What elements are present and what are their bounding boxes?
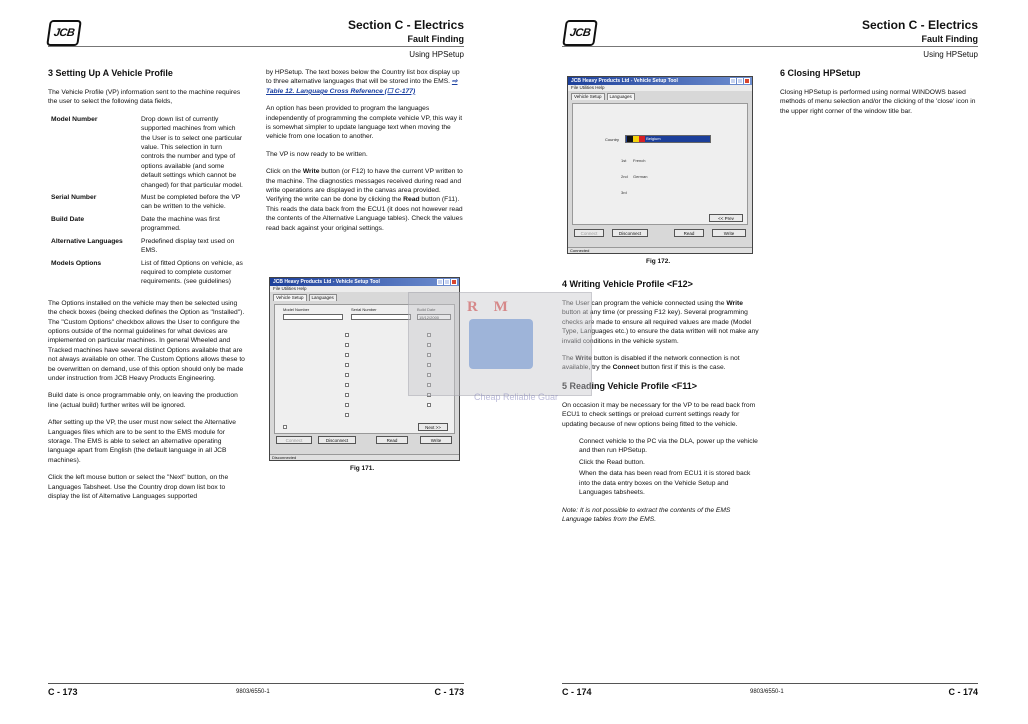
connect-button[interactable]: Connect — [276, 436, 312, 444]
reading-step-1: Connect vehicle to the PC via the DLA, power up the vehicle and then run HPSetup. — [579, 438, 758, 455]
custom-options-checkbox[interactable] — [283, 425, 287, 429]
term-models-options: Models Options — [51, 259, 102, 267]
status-bar: Connected — [568, 247, 752, 253]
wrench-icon — [469, 319, 533, 369]
footer-rule — [562, 683, 978, 684]
term-serial-number: Serial Number — [51, 194, 97, 202]
topic-title: Using HPSetup — [409, 50, 464, 59]
disconnect-button[interactable]: Disconnect — [612, 229, 648, 237]
text-segment: button at any time (or pressing F12 key). Several programming checks are made to ensure all required values are made (Model Type, Languages etc.) to ensure the data written will not make any invalid conditions in the vehicle system. — [562, 309, 759, 345]
section-title: Section C - Electrics — [861, 18, 978, 32]
closing-paragraph: Closing HPSetup is performed using normal WINDOWS based methods of menu selection and/or the clicking of the 'close' icon in the upper right corner of the window title bar. — [780, 89, 976, 115]
country-label: Country — [605, 137, 620, 142]
jcb-logo: JCB — [46, 20, 82, 46]
desc-models-options: List of fitted Options on vehicle, as required to complete customer requirements. (see guidelines) — [141, 259, 243, 286]
text-segment: The — [562, 355, 576, 363]
heading-closing: 6 Closing HPSetup — [780, 68, 861, 78]
window-controls — [437, 279, 457, 285]
write-keyword: Write — [302, 168, 320, 176]
text-segment: Click on the — [266, 168, 303, 176]
tab-languages[interactable]: Languages — [607, 93, 635, 100]
option-checkbox[interactable] — [345, 413, 349, 417]
model-number-select[interactable] — [283, 314, 343, 320]
term-build-date: Build Date — [51, 215, 85, 223]
write-button[interactable]: Write — [712, 229, 746, 237]
lang-1st-value: French — [633, 158, 646, 163]
heading-reading: 5 Reading Vehicle Profile <F11> — [562, 380, 698, 391]
term-alt-languages: Alternative Languages — [51, 237, 123, 245]
read-keyword: Read — [403, 196, 420, 204]
window-title: JCB Heavy Products Ltd - Vehicle Setup Tool — [273, 279, 380, 285]
lang-2nd-value: German — [633, 174, 648, 179]
option-checkbox[interactable] — [345, 403, 349, 407]
options-paragraph: The Options installed on the vehicle may then be selected using the check boxes (being checked defines the Option as "Installed"). The "Custom Options" checkbox allows the User to configure the options outside of the normal guidelines for what devices are implemented on particular machines. In general Wheeled and Tracked machines have several distinct Options available that are not always available on other. The Custom Options allows these to be overwritten on demand, use of this option should only be made under instruction from JCB Heavy Products Engineering. — [48, 299, 245, 382]
option-checkbox[interactable] — [345, 393, 349, 397]
section-title: Section C - Electrics — [347, 18, 464, 32]
option-checkbox[interactable] — [345, 363, 349, 367]
reading-step-3: When the data has been read from ECU1 it is stored back into the data entry boxes on the Vehicle Setup and Languages tabsheets. — [579, 470, 751, 497]
window-titlebar — [568, 77, 752, 85]
desc-build-date: Date the machine was first programmed. — [141, 215, 220, 233]
text-segment: button is disabled if the network connection is not available, try the — [562, 355, 740, 372]
option-checkbox[interactable] — [345, 383, 349, 387]
text-segment: button first if this is the case. — [639, 364, 726, 372]
window-controls — [730, 78, 750, 84]
close-icon[interactable] — [744, 78, 750, 84]
serial-number-input[interactable] — [351, 314, 411, 320]
menu-bar[interactable]: File Utilities Help — [270, 286, 459, 292]
country-value: Belgium — [646, 136, 661, 142]
option-checkbox[interactable] — [345, 333, 349, 337]
watermark-text: Cheap Reliable Guar — [474, 392, 559, 402]
write-read-paragraph — [266, 167, 464, 233]
write-keyword: Write — [726, 300, 743, 307]
tab-strip — [568, 91, 752, 100]
read-button[interactable]: Read — [674, 229, 704, 237]
connect-keyword: Connect — [612, 364, 640, 372]
option-checkbox[interactable] — [427, 403, 431, 407]
footer-doc-code: 9803/6550-1 — [236, 689, 270, 695]
tab-vehicle-setup[interactable]: Vehicle Setup — [571, 93, 605, 100]
text-segment: The User can program the vehicle connected using the — [562, 300, 727, 307]
lang-2nd-label: 2nd — [621, 174, 628, 179]
write-keyword: Write — [575, 355, 592, 363]
languages-panel — [572, 103, 748, 225]
definition-list — [51, 115, 246, 287]
footer-doc-code: 9803/6550-1 — [750, 689, 784, 695]
close-icon[interactable] — [451, 279, 457, 285]
menu-bar[interactable]: File Utilities Help — [568, 85, 752, 91]
watermark — [408, 292, 592, 396]
model-number-label: Model Number — [283, 307, 310, 312]
independent-programming-paragraph: An option has been provided to program the languages independently of programming the complete vehicle VP, this way it is somewhat simpler to update language text when moving the vehicle from one location to another. — [266, 105, 463, 141]
write-button[interactable]: Write — [420, 436, 452, 444]
fig172-caption: Fig 172. — [646, 258, 671, 265]
build-date-label: Build Date — [417, 307, 436, 312]
country-select[interactable] — [625, 135, 711, 143]
text-segment: button (or F12) to have the current VP written to the machine. The diagnostics messages received during read and write operations are displayed in the canvas area provided. Verifying the write can be done by clicking the — [266, 168, 463, 204]
footer-page-right: C - 174 — [948, 687, 978, 697]
right-column-2 — [780, 68, 978, 124]
next-button[interactable]: Next >> — [418, 423, 448, 431]
left-column-1 — [48, 68, 246, 509]
footer-page-left: C - 173 — [48, 687, 78, 697]
alt-languages-paragraph: After setting up the VP, the user must now select the Alternative Languages files which are to be sent to the EMS module for storage. The EMS is able to select an alternative operating language apart from English (the default language in all JCB machines). — [48, 419, 236, 464]
subsection-title: Fault Finding — [407, 34, 464, 44]
desc-model-number: Drop down list of currently supported machines from which the User is to select one particular value. This selection in turn controls the number and type of options available (and some default settings which cannot be changed) for that particular model. — [141, 115, 243, 189]
maximize-icon[interactable] — [737, 78, 743, 84]
hpsetup-continued-paragraph — [266, 68, 464, 96]
intro-paragraph: The Vehicle Profile (VP) information sent to the machine requires the user to select the following data fields, — [48, 89, 241, 106]
footer-rule — [48, 683, 464, 684]
tab-languages[interactable]: Languages — [309, 294, 337, 301]
hpsetup-continued-text: by HPSetup. The text boxes below the Country list box display up to three alternative languages that will be stored into the EMS. — [266, 69, 460, 86]
left-column-2 — [266, 68, 464, 241]
disconnect-button[interactable]: Disconnect — [318, 436, 356, 444]
window-titlebar — [270, 278, 459, 286]
read-button[interactable]: Read — [376, 436, 408, 444]
desc-serial-number: Must be completed before the VP can be written to the vehicle. — [141, 194, 241, 211]
status-bar: Disconnected — [270, 454, 459, 460]
heading-writing: 4 Writing Vehicle Profile <F12> — [562, 279, 693, 289]
belgium-flag-icon — [627, 136, 645, 142]
header-rule — [562, 46, 978, 47]
build-date-input[interactable]: 15/12/2000 — [417, 314, 451, 320]
vp-ready-paragraph: The VP is now ready to be written. — [266, 150, 368, 158]
desc-alt-languages: Predefined display text used on EMS. — [141, 237, 235, 255]
build-date-paragraph: Build date is once programmable only, on leaving the production line (actual build) further writes will be ignored. — [48, 392, 238, 409]
fig171-caption: Fig 171. — [350, 465, 375, 472]
maximize-icon[interactable] — [444, 279, 450, 285]
header-rule — [48, 46, 464, 47]
lang-3rd-label: 3rd — [621, 190, 627, 195]
minimize-icon[interactable] — [437, 279, 443, 285]
heading-setting-up: 3 Setting Up A Vehicle Profile — [48, 68, 173, 78]
fig172-screenshot — [567, 76, 753, 254]
window-title: JCB Heavy Products Ltd - Vehicle Setup Tool — [571, 78, 678, 84]
subsection-title: Fault Finding — [921, 34, 978, 44]
tab-vehicle-setup[interactable]: Vehicle Setup — [273, 294, 307, 301]
term-model-number: Model Number — [51, 115, 98, 123]
connect-button[interactable]: Connect — [574, 229, 604, 237]
next-button-paragraph: Click the left mouse button or select the "Next" button, on the Languages Tabsheet. Use the Country drop down list box to display the list of Alternative Languages supported — [48, 474, 229, 501]
jcb-logo: JCB — [562, 20, 598, 46]
option-checkbox[interactable] — [345, 373, 349, 377]
note-paragraph: Note: It is not possible to extract the contents of the EMS Language tables from the EMS. — [562, 506, 731, 523]
minimize-icon[interactable] — [730, 78, 736, 84]
footer-page-left: C - 174 — [562, 687, 592, 697]
serial-number-label: Serial Number — [351, 307, 377, 312]
topic-title: Using HPSetup — [923, 50, 978, 59]
reading-step-2: Click the Read button. — [579, 458, 645, 466]
prev-button[interactable]: << Prev — [709, 214, 743, 222]
reading-intro: On occasion it may be necessary for the VP to be read back from ECU1 to check settings or preload current settings ready for updating because of new options being fitted to the vehicle. — [562, 401, 756, 428]
table-12-link[interactable]: ⇨ Table 12. Language Cross Reference (☐ C-177) — [266, 78, 458, 95]
watermark-letters: R M — [467, 299, 514, 315]
footer-page-right: C - 173 — [434, 687, 464, 697]
option-checkbox[interactable] — [345, 343, 349, 347]
lang-1st-label: 1st — [621, 158, 627, 163]
option-checkbox[interactable] — [345, 353, 349, 357]
text-segment: button (F11). This reads the data back from the ECU1 (it does not however read the contents of the Alternative Language tables). Check the values read back against your original settings. — [266, 196, 463, 232]
